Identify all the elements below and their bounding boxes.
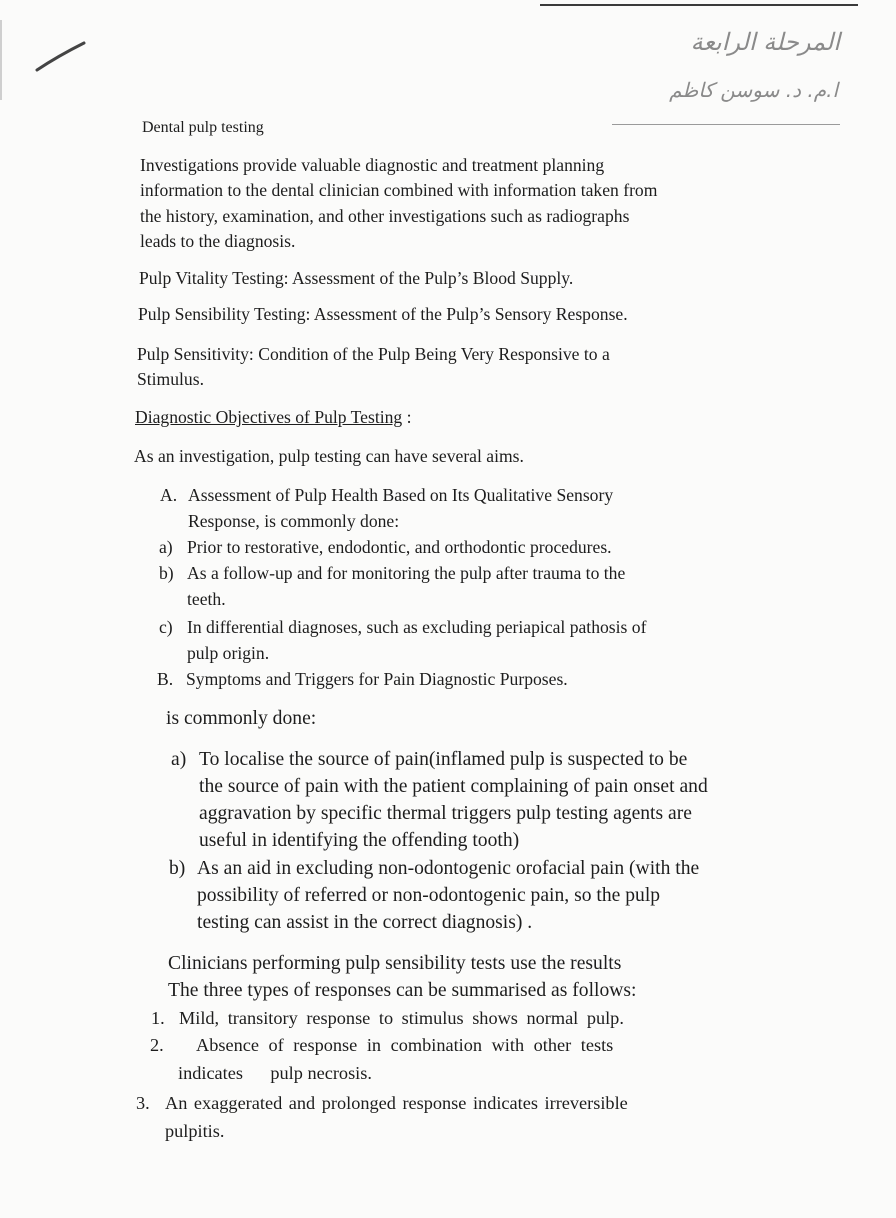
objectives-heading-text: Diagnostic Objectives of Pulp Testing (135, 407, 403, 427)
handwritten-underline (612, 124, 840, 125)
list-item-text: Symptoms and Triggers for Pain Diagnostic Purposes. (186, 669, 568, 689)
pen-mark-icon (34, 40, 88, 74)
clinicians-line: The three types of responses can be summarised as follows: (168, 980, 637, 1001)
intro-line: information to the dental clinician combined with information taken from (140, 180, 658, 200)
objectives-heading (135, 405, 412, 430)
list-item-text: possibility of referred or non-odontogenic pain, so the pulp (197, 885, 661, 906)
intro-line: Investigations provide valuable diagnostic and treatment planning (140, 155, 605, 175)
commonly-done-label: is commonly done: (166, 708, 317, 729)
list-item-text: In differential diagnoses, such as excluding periapical pathosis of (187, 617, 647, 637)
list-marker: a) (159, 537, 173, 557)
list-item-text: As a follow-up and for monitoring the pulp after trauma to the (187, 563, 626, 583)
response-text: indicates pulp necrosis. (178, 1063, 372, 1083)
intro-line: the history, examination, and other investigations such as radiographs (140, 206, 630, 226)
response-text: An exaggerated and prolonged response indicates irreversible (165, 1093, 628, 1113)
response-text: Absence of response in combination with other tests (196, 1035, 614, 1055)
scan-border-line (540, 4, 858, 6)
sensitivity-definition: Pulp Sensitivity: Condition of the Pulp Being Very Responsive to a (137, 344, 610, 364)
response-text: pulpitis. (165, 1121, 225, 1141)
document-title: Dental pulp testing (142, 119, 264, 136)
list-marker: 3. (136, 1093, 150, 1113)
list-marker: 2. (150, 1035, 164, 1055)
handwritten-author-note: ا.م. د. سوسن كاظم (669, 78, 838, 102)
sensibility-definition: Pulp Sensibility Testing: Assessment of the Pulp’s Sensory Response. (138, 304, 628, 324)
list-item-text: As an aid in excluding non-odontogenic orofacial pain (with the (197, 858, 700, 879)
list-item-text: the source of pain with the patient complaining of pain onset and (199, 776, 708, 797)
objectives-intro: As an investigation, pulp testing can have several aims. (134, 446, 524, 466)
list-item-text: Response, is commonly done: (188, 511, 400, 531)
objectives-heading-colon: : (402, 407, 412, 427)
list-marker: 1. (151, 1008, 165, 1028)
list-marker: c) (159, 617, 173, 637)
list-marker: B. (157, 669, 174, 689)
vitality-definition: Pulp Vitality Testing: Assessment of the Pulp’s Blood Supply. (139, 268, 574, 288)
list-marker: b) (169, 858, 186, 879)
list-item-text: To localise the source of pain(inflamed pulp is suspected to be (199, 749, 688, 770)
list-item-text: useful in identifying the offending tooth) (199, 830, 520, 851)
list-marker: A. (160, 485, 178, 505)
list-item-text: aggravation by specific thermal triggers pulp testing agents are (199, 803, 692, 824)
list-item-text: teeth. (187, 589, 226, 609)
list-item-text: Assessment of Pulp Health Based on Its Qualitative Sensory (188, 485, 614, 505)
list-marker: b) (159, 563, 174, 583)
response-text: Mild, transitory response to stimulus shows normal pulp. (179, 1008, 624, 1028)
list-item-text: Prior to restorative, endodontic, and orthodontic procedures. (187, 537, 612, 557)
intro-line: leads to the diagnosis. (140, 231, 296, 251)
list-item-text: testing can assist in the correct diagnosis) . (197, 912, 533, 933)
list-marker: a) (171, 749, 187, 770)
sensitivity-definition: Stimulus. (137, 369, 204, 389)
clinicians-line: Clinicians performing pulp sensibility tests use the results (168, 953, 622, 974)
handwritten-stage-note: المرحلة الرابعة (690, 28, 840, 56)
list-item-text: pulp origin. (187, 643, 270, 663)
scan-edge-shadow (0, 20, 2, 100)
